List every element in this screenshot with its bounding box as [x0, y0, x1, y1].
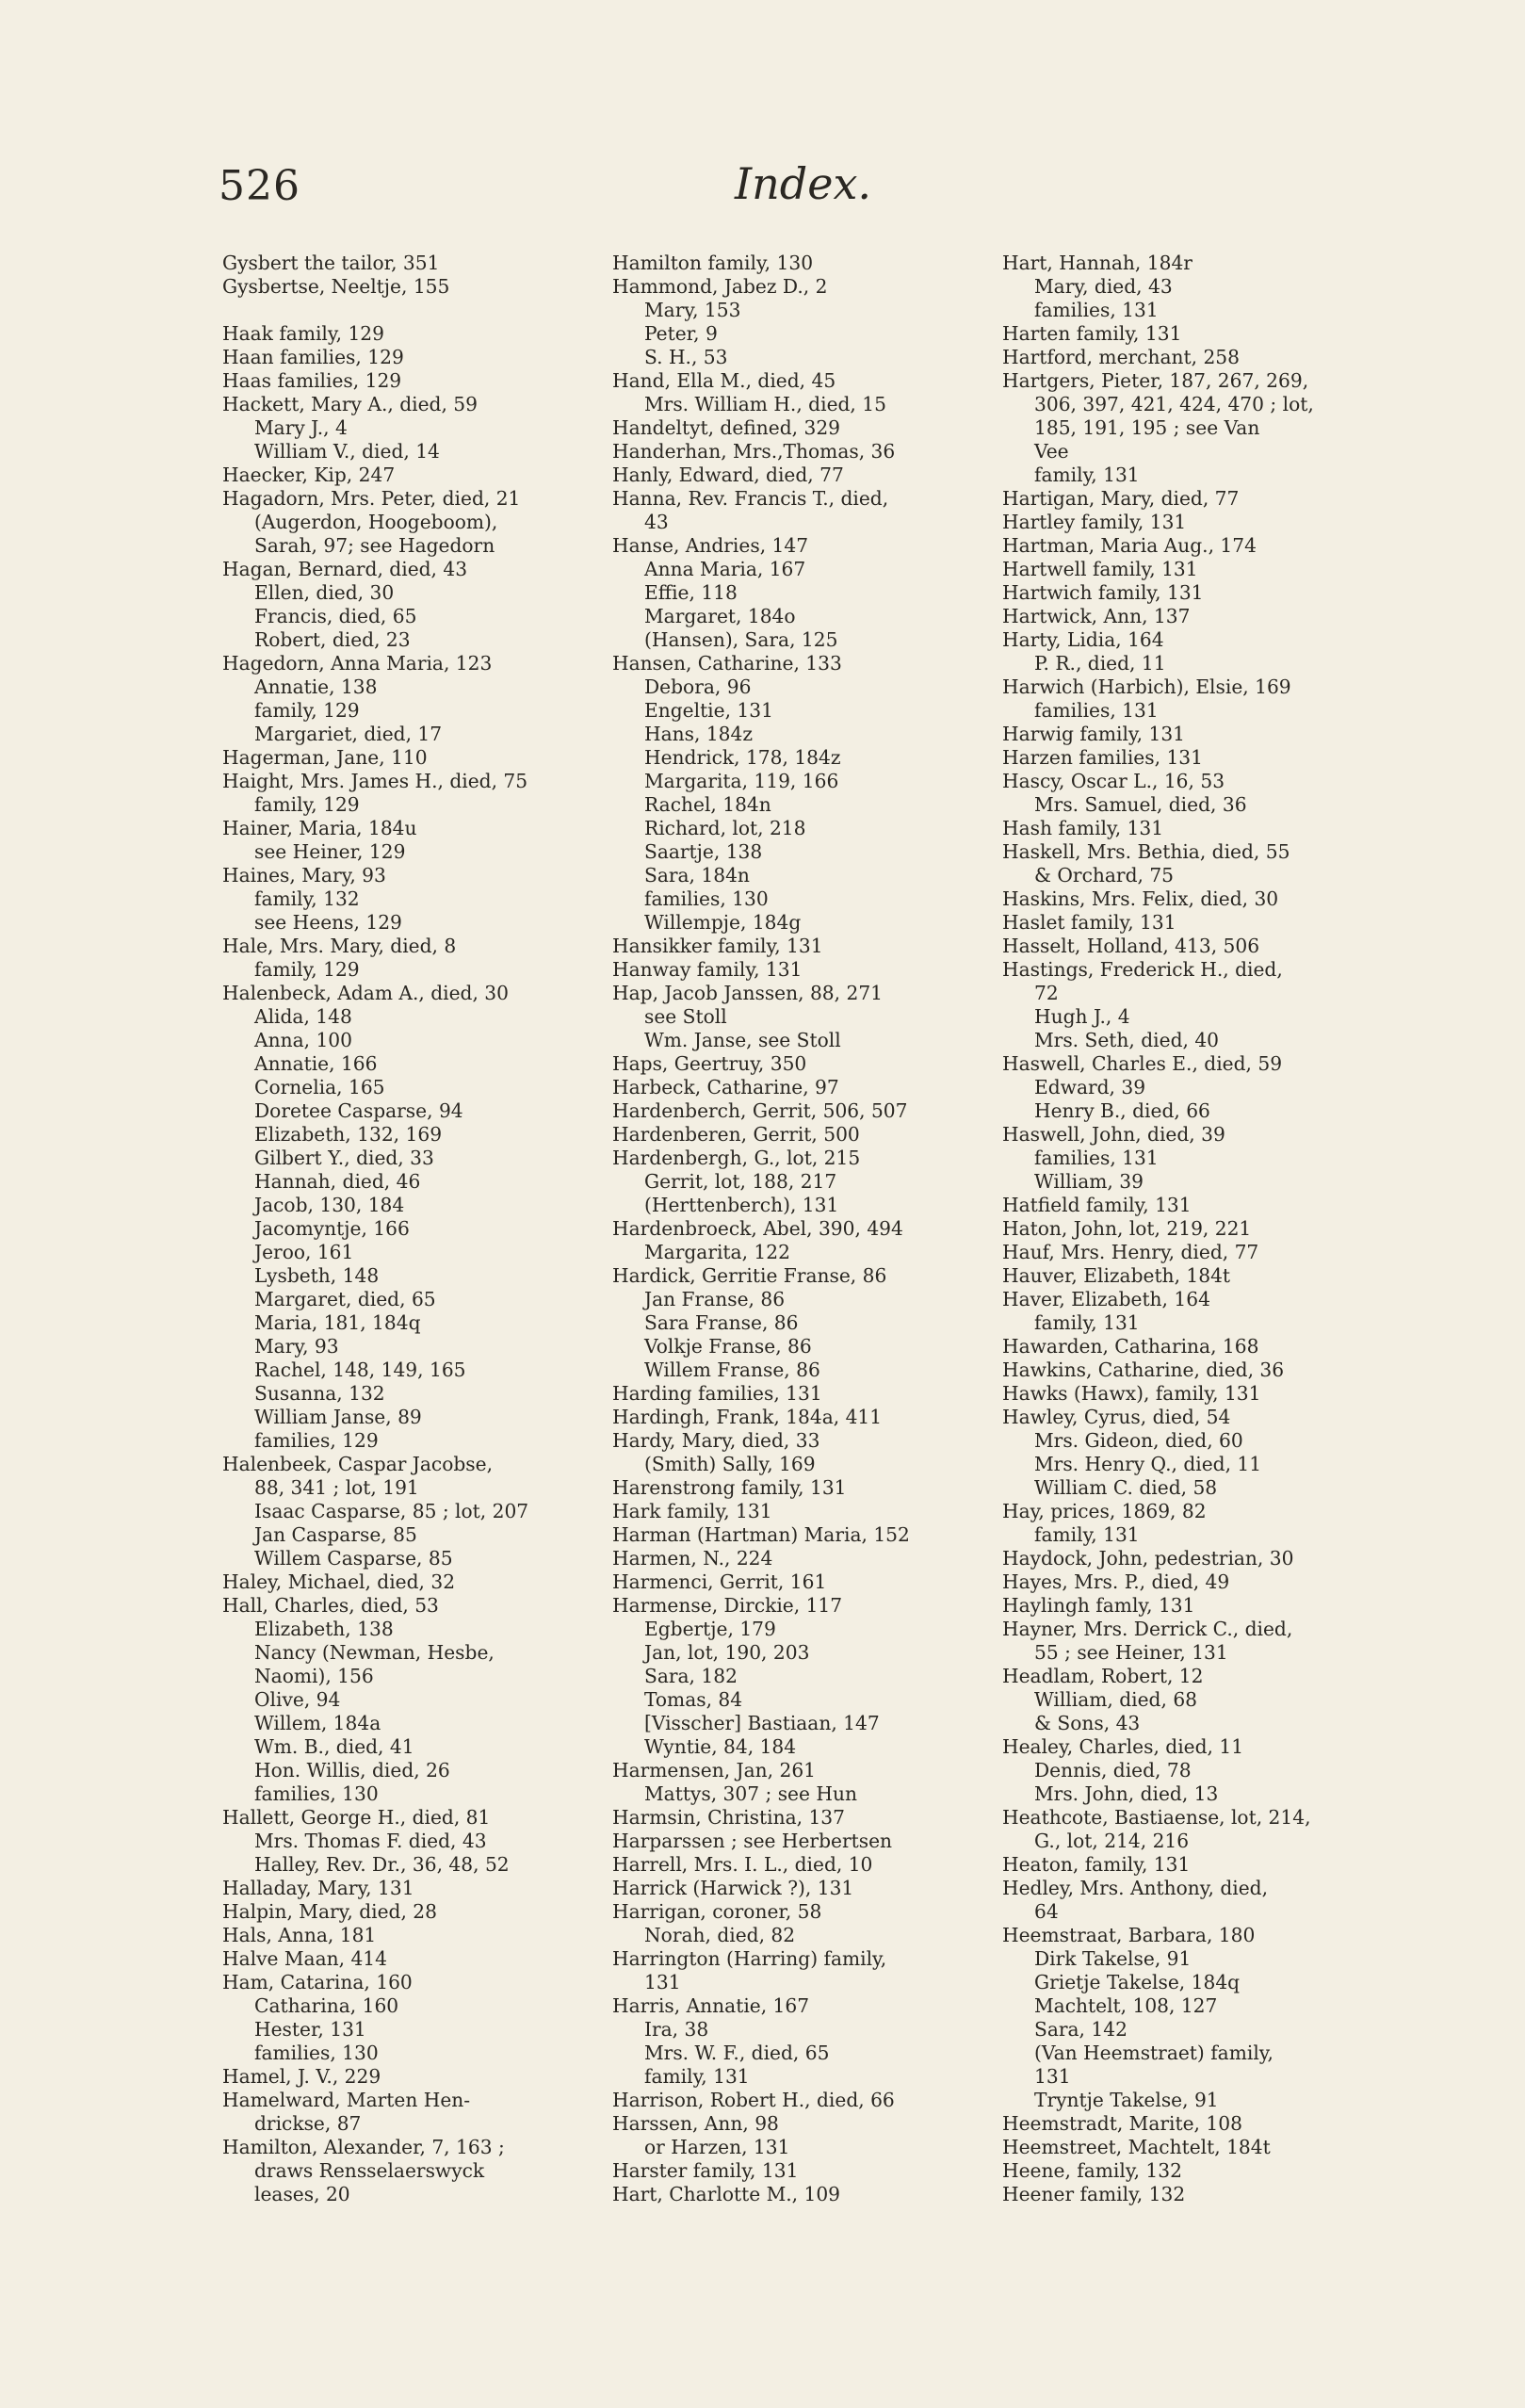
index-entry: Hawks (Hawx), family, 131 — [1002, 1382, 1261, 1405]
index-subentry: family, 129 — [254, 958, 360, 981]
index-entry: Halenbeck, Adam A., died, 30 — [222, 982, 509, 1004]
index-column-2 — [612, 252, 989, 2230]
index-entry: Heemstreet, Machtelt, 184t — [1002, 2136, 1271, 2158]
index-entry: Haley, Michael, died, 32 — [222, 1570, 456, 1593]
index-entry: Harmenci, Gerrit, 161 — [612, 1570, 827, 1593]
index-subentry: Machtelt, 108, 127 — [1034, 1994, 1218, 2017]
index-entry: Hall, Charles, died, 53 — [222, 1594, 439, 1617]
index-subentry: Wm. B., died, 41 — [254, 1735, 414, 1758]
index-entry: Hartwell family, 131 — [1002, 558, 1198, 580]
index-subentry: Margaret, died, 65 — [254, 1288, 436, 1310]
index-subentry: & Sons, 43 — [1034, 1712, 1141, 1734]
index-entry: Harster family, 131 — [612, 2159, 799, 2182]
index-subentry: Tryntje Takelse, 91 — [1034, 2089, 1219, 2111]
index-subentry: Elizabeth, 132, 169 — [254, 1123, 443, 1146]
index-subentry: William C. died, 58 — [1034, 1476, 1218, 1499]
index-entry: Hascy, Oscar L., 16, 53 — [1002, 770, 1225, 792]
index-subentry: Margariet, died, 17 — [254, 723, 443, 745]
index-entry: Hand, Ella M., died, 45 — [612, 369, 836, 392]
index-subentry: 64 — [1034, 1900, 1059, 1923]
index-subentry: 88, 341 ; lot, 191 — [254, 1476, 419, 1499]
index-subentry: Gerrit, lot, 188, 217 — [644, 1170, 837, 1193]
index-entry: Hart, Charlotte M., 109 — [612, 2183, 841, 2205]
index-subentry: Naomi), 156 — [254, 1665, 374, 1687]
index-entry: Harmense, Dirckie, 117 — [612, 1594, 843, 1617]
index-subentry: drickse, 87 — [254, 2112, 362, 2135]
index-entry: Heaton, family, 131 — [1002, 1853, 1191, 1876]
index-subentry: Richard, lot, 218 — [644, 817, 806, 839]
index-subentry: Hugh J., 4 — [1034, 1005, 1130, 1028]
index-subentry: Isaac Casparse, 85 ; lot, 207 — [254, 1500, 529, 1522]
index-entry: Harrick (Harwick ?), 131 — [612, 1877, 854, 1899]
index-entry: Hanway family, 131 — [612, 958, 803, 981]
index-entry: Hals, Anna, 181 — [222, 1924, 377, 1946]
index-subentry: Effie, 118 — [644, 581, 738, 604]
index-entry: Hardy, Mary, died, 33 — [612, 1429, 820, 1452]
index-subentry: Tomas, 84 — [644, 1688, 743, 1711]
index-entry: Hayes, Mrs. P., died, 49 — [1002, 1570, 1230, 1593]
index-subentry: P. R., died, 11 — [1034, 652, 1166, 675]
index-subentry: leases, 20 — [254, 2183, 350, 2205]
index-subentry: Mrs. John, died, 13 — [1034, 1782, 1219, 1805]
index-entry: Hagedorn, Anna Maria, 123 — [222, 652, 493, 675]
index-entry: Ham, Catarina, 160 — [222, 1971, 413, 1993]
index-subentry: Mrs. William H., died, 15 — [644, 393, 886, 415]
index-subentry: Ellen, died, 30 — [254, 581, 395, 604]
index-entry: Hagan, Bernard, died, 43 — [222, 558, 468, 580]
index-entry: Harrison, Robert H., died, 66 — [612, 2089, 895, 2111]
page-number: 526 — [219, 162, 300, 210]
index-subentry: 131 — [644, 1971, 681, 1993]
index-subentry: Cornelia, 165 — [254, 1076, 385, 1098]
index-subentry: Norah, died, 82 — [644, 1924, 796, 1946]
index-subentry: Vee — [1034, 440, 1069, 463]
index-subentry: Doretee Casparse, 94 — [254, 1099, 463, 1122]
index-entry: Hedley, Mrs. Anthony, died, — [1002, 1877, 1269, 1899]
index-subentry: Willem Franse, 86 — [644, 1359, 820, 1381]
index-subentry: Margarita, 122 — [644, 1241, 790, 1263]
index-entry: Heemstradt, Marite, 108 — [1002, 2112, 1242, 2135]
index-entry: Hamilton family, 130 — [612, 252, 814, 274]
index-entry: Harenstrong family, 131 — [612, 1476, 847, 1499]
index-entry: Hardenberen, Gerrit, 500 — [612, 1123, 860, 1146]
index-entry: Heener family, 132 — [1002, 2183, 1186, 2205]
index-entry: Harssen, Ann, 98 — [612, 2112, 779, 2135]
index-subentry: Willem, 184a — [254, 1712, 381, 1734]
index-subentry: Mattys, 307 ; see Hun — [644, 1782, 857, 1805]
index-subentry: Henry B., died, 66 — [1034, 1099, 1210, 1122]
index-entry: Haight, Mrs. James H., died, 75 — [222, 770, 528, 792]
index-subentry: S. H., 53 — [644, 346, 728, 368]
index-subentry: Wyntie, 84, 184 — [644, 1735, 797, 1758]
index-entry: Haylingh famly, 131 — [1002, 1594, 1195, 1617]
index-entry: Hanse, Andries, 147 — [612, 534, 809, 557]
index-entry: Gysbertse, Neeltje, 155 — [222, 275, 450, 298]
index-subentry: Mary, 153 — [644, 299, 741, 321]
index-entry: Hap, Jacob Janssen, 88, 271 — [612, 982, 884, 1004]
index-entry: Harmen, N., 224 — [612, 1547, 773, 1570]
index-entry: Hauver, Elizabeth, 184t — [1002, 1264, 1231, 1287]
index-subentry: Sara Franse, 86 — [644, 1311, 799, 1334]
index-subentry: family, 129 — [254, 793, 360, 816]
running-head-title: Index. — [735, 158, 872, 209]
index-entry: Hartford, merchant, 258 — [1002, 346, 1240, 368]
index-subentry: Jeroo, 161 — [254, 1241, 354, 1263]
index-subentry: Margarita, 119, 166 — [644, 770, 839, 792]
index-entry: Haton, John, lot, 219, 221 — [1002, 1217, 1252, 1240]
index-entry: Healey, Charles, died, 11 — [1002, 1735, 1244, 1758]
index-entry: Hauf, Mrs. Henry, died, 77 — [1002, 1241, 1259, 1263]
index-subentry: Sarah, 97; see Hagedorn — [254, 534, 495, 557]
index-subentry: Jan, lot, 190, 203 — [644, 1641, 810, 1664]
index-subentry: 131 — [1034, 2065, 1071, 2088]
index-subentry: Lysbeth, 148 — [254, 1264, 380, 1287]
index-entry: Haswell, Charles E., died, 59 — [1002, 1052, 1283, 1075]
index-subentry: families, 129 — [254, 1429, 379, 1452]
index-entry: Hartwick, Ann, 137 — [1002, 605, 1191, 627]
index-subentry: Jan Casparse, 85 — [254, 1523, 417, 1546]
index-entry: Hamelward, Marten Hen- — [222, 2089, 471, 2111]
index-entry: Haak family, 129 — [222, 322, 384, 345]
index-entry: Harwig family, 131 — [1002, 723, 1186, 745]
index-subentry: Willem Casparse, 85 — [254, 1547, 453, 1570]
index-entry: Hamilton, Alexander, 7, 163 ; — [222, 2136, 505, 2158]
index-column-1 — [222, 252, 599, 2230]
index-entry: Hardenbergh, G., lot, 215 — [612, 1147, 861, 1169]
index-subentry: Olive, 94 — [254, 1688, 341, 1711]
index-subentry: families, 131 — [1034, 1147, 1159, 1169]
index-subentry: Mary, died, 43 — [1034, 275, 1173, 298]
index-subentry: or Harzen, 131 — [644, 2136, 790, 2158]
index-subentry: see Heens, 129 — [254, 911, 402, 934]
index-subentry: family, 131 — [1034, 1523, 1140, 1546]
index-entry: Haps, Geertruy, 350 — [612, 1052, 807, 1075]
index-entry: Hayner, Mrs. Derrick C., died, — [1002, 1618, 1293, 1640]
index-subentry: Nancy (Newman, Hesbe, — [254, 1641, 495, 1664]
index-entry: Haines, Mary, 93 — [222, 864, 386, 887]
index-entry: Hardenberch, Gerrit, 506, 507 — [612, 1099, 908, 1122]
index-subentry: Mrs. Henry Q., died, 11 — [1034, 1453, 1262, 1475]
index-subentry: family, 131 — [644, 2065, 750, 2088]
index-subentry: 306, 397, 421, 424, 470 ; lot, — [1034, 393, 1314, 415]
index-subentry: Jan Franse, 86 — [644, 1288, 786, 1310]
index-subentry: Dennis, died, 78 — [1034, 1759, 1192, 1782]
index-subentry: Rachel, 184n — [644, 793, 771, 816]
index-entry: Hay, prices, 1869, 82 — [1002, 1500, 1207, 1522]
index-subentry: family, 131 — [1034, 1311, 1140, 1334]
index-subentry: Mary, 93 — [254, 1335, 339, 1358]
index-subentry: Peter, 9 — [644, 322, 718, 345]
index-subentry: William, died, 68 — [1034, 1688, 1198, 1711]
index-subentry: [Visscher] Bastiaan, 147 — [644, 1712, 880, 1734]
index-subentry: Francis, died, 65 — [254, 605, 417, 627]
index-subentry: William Janse, 89 — [254, 1406, 422, 1428]
index-subentry: Rachel, 148, 149, 165 — [254, 1359, 466, 1381]
index-subentry: Mrs. Seth, died, 40 — [1034, 1029, 1220, 1051]
index-subentry: draws Rensselaerswyck — [254, 2159, 485, 2182]
index-subentry: Saartje, 138 — [644, 840, 763, 863]
index-entry: Hainer, Maria, 184u — [222, 817, 417, 839]
index-entry: Haydock, John, pedestrian, 30 — [1002, 1547, 1294, 1570]
index-entry: Haswell, John, died, 39 — [1002, 1123, 1225, 1146]
index-subentry: & Orchard, 75 — [1034, 864, 1175, 887]
index-subentry: Hester, 131 — [254, 2018, 366, 2041]
index-subentry: see Heiner, 129 — [254, 840, 406, 863]
index-subentry: Hon. Willis, died, 26 — [254, 1759, 450, 1782]
index-entry: Hackett, Mary A., died, 59 — [222, 393, 478, 415]
index-entry: Heathcote, Bastiaense, lot, 214, — [1002, 1806, 1311, 1829]
index-entry: Handeltyt, defined, 329 — [612, 416, 841, 439]
index-entry: Harwich (Harbich), Elsie, 169 — [1002, 675, 1291, 698]
index-subentry: Elizabeth, 138 — [254, 1618, 394, 1640]
index-entry: Harris, Annatie, 167 — [612, 1994, 810, 2017]
index-subentry: Edward, 39 — [1034, 1076, 1146, 1098]
index-subentry: family, 129 — [254, 699, 360, 722]
index-entry: Hartwich family, 131 — [1002, 581, 1204, 604]
index-entry: Hawarden, Catharina, 168 — [1002, 1335, 1259, 1358]
index-entry: Harmensen, Jan, 261 — [612, 1759, 817, 1782]
index-subentry: see Stoll — [644, 1005, 727, 1028]
index-subentry: families, 131 — [1034, 299, 1159, 321]
index-subentry: Margaret, 184o — [644, 605, 796, 627]
index-subentry: Volkje Franse, 86 — [644, 1335, 812, 1358]
index-entry: Halve Maan, 414 — [222, 1947, 387, 1970]
index-entry: Harrell, Mrs. I. L., died, 10 — [612, 1853, 873, 1876]
index-subentry: Catharina, 160 — [254, 1994, 399, 2017]
index-subentry: (Van Heemstraet) family, — [1034, 2042, 1274, 2064]
index-entry: Hanna, Rev. Francis T., died, — [612, 487, 889, 510]
index-subentry: Mrs. Samuel, died, 36 — [1034, 793, 1247, 816]
index-entry: Halladay, Mary, 131 — [222, 1877, 414, 1899]
index-entry: Hardingh, Frank, 184a, 411 — [612, 1406, 883, 1428]
index-entry: Hagerman, Jane, 110 — [222, 746, 428, 769]
index-entry: Haskins, Mrs. Felix, died, 30 — [1002, 887, 1279, 910]
index-subentry: Robert, died, 23 — [254, 628, 411, 651]
index-entry: Haslet family, 131 — [1002, 911, 1176, 934]
index-subentry: Anna Maria, 167 — [644, 558, 806, 580]
index-entry: Hansikker family, 131 — [612, 935, 823, 957]
index-entry: Harty, Lidia, 164 — [1002, 628, 1164, 651]
index-subentry: Sara, 184n — [644, 864, 750, 887]
index-entry: Hark family, 131 — [612, 1500, 772, 1522]
index-entry: Gysbert the tailor, 351 — [222, 252, 440, 274]
index-entry: Hawley, Cyrus, died, 54 — [1002, 1406, 1231, 1428]
index-subentry: Mary J., 4 — [254, 416, 348, 439]
index-entry: Haas families, 129 — [222, 369, 402, 392]
index-column-3 — [1002, 252, 1375, 2230]
index-subentry: families, 130 — [644, 887, 769, 910]
index-subentry: Annatie, 166 — [254, 1052, 378, 1075]
index-subentry: Annatie, 138 — [254, 675, 378, 698]
index-entry: Hagadorn, Mrs. Peter, died, 21 — [222, 487, 521, 510]
index-entry: Hart, Hannah, 184r — [1002, 252, 1192, 274]
index-subentry: Mrs. Thomas F. died, 43 — [254, 1830, 487, 1852]
index-entry: Harmsin, Christina, 137 — [612, 1806, 845, 1829]
index-entry: Harman (Hartman) Maria, 152 — [612, 1523, 910, 1546]
index-entry: Hardick, Gerritie Franse, 86 — [612, 1264, 887, 1287]
index-subentry: family, 132 — [254, 887, 360, 910]
index-entry: Heene, family, 132 — [1002, 2159, 1182, 2182]
index-entry: Hartman, Maria Aug., 174 — [1002, 534, 1257, 557]
index-entry: Harding families, 131 — [612, 1382, 822, 1405]
index-entry: Haecker, Kip, 247 — [222, 464, 396, 486]
index-subentry: Willempje, 184g — [644, 911, 802, 934]
index-subentry: Susanna, 132 — [254, 1382, 385, 1405]
index-entry: Haver, Elizabeth, 164 — [1002, 1288, 1210, 1310]
index-subentry: families, 131 — [1034, 699, 1159, 722]
index-entry: Hatfield family, 131 — [1002, 1194, 1192, 1216]
index-entry: Hallett, George H., died, 81 — [222, 1806, 491, 1829]
index-subentry: (Herttenberch), 131 — [644, 1194, 839, 1216]
index-subentry: (Smith) Sally, 169 — [644, 1453, 816, 1475]
index-subentry: Hans, 184z — [644, 723, 754, 745]
index-subentry: family, 131 — [1034, 464, 1140, 486]
index-subentry: Gilbert Y., died, 33 — [254, 1147, 434, 1169]
index-entry: Hash family, 131 — [1002, 817, 1164, 839]
index-entry: Hansen, Catharine, 133 — [612, 652, 842, 675]
index-entry: Handerhan, Mrs.,Thomas, 36 — [612, 440, 896, 463]
index-subentry: G., lot, 214, 216 — [1034, 1830, 1190, 1852]
index-entry: Harparssen ; see Herbertsen — [612, 1830, 893, 1852]
index-subentry: families, 130 — [254, 1782, 379, 1805]
index-subentry: Egbertje, 179 — [644, 1618, 776, 1640]
index-subentry: Dirk Takelse, 91 — [1034, 1947, 1192, 1970]
index-subentry: families, 130 — [254, 2042, 379, 2064]
entry-spacer — [222, 299, 599, 322]
index-entry: Hasselt, Holland, 413, 506 — [1002, 935, 1260, 957]
index-subentry: Jacob, 130, 184 — [254, 1194, 405, 1216]
index-entry: Halpin, Mary, died, 28 — [222, 1900, 437, 1923]
index-entry: Hartley family, 131 — [1002, 511, 1187, 533]
index-entry: Hastings, Frederick H., died, — [1002, 958, 1283, 981]
index-entry: Hale, Mrs. Mary, died, 8 — [222, 935, 457, 957]
index-entry: Hamel, J. V., 229 — [222, 2065, 381, 2088]
index-subentry: Engeltie, 131 — [644, 699, 773, 722]
index-subentry: 55 ; see Heiner, 131 — [1034, 1641, 1228, 1664]
index-subentry: Halley, Rev. Dr., 36, 48, 52 — [254, 1853, 510, 1876]
index-subentry: Grietje Takelse, 184q — [1034, 1971, 1241, 1993]
index-subentry: Sara, 142 — [1034, 2018, 1128, 2041]
index-subentry: Jacomyntje, 166 — [254, 1217, 410, 1240]
index-subentry: (Hansen), Sara, 125 — [644, 628, 838, 651]
index-entry: Harrigan, coroner, 58 — [612, 1900, 822, 1923]
index-subentry: Mrs. Gideon, died, 60 — [1034, 1429, 1243, 1452]
index-subentry: Hendrick, 178, 184z — [644, 746, 841, 769]
index-subentry: William V., died, 14 — [254, 440, 440, 463]
index-entry: Hammond, Jabez D., 2 — [612, 275, 828, 298]
index-entry: Hartgers, Pieter, 187, 267, 269, — [1002, 369, 1309, 392]
index-entry: Haan families, 129 — [222, 346, 404, 368]
index-entry: Haskell, Mrs. Bethia, died, 55 — [1002, 840, 1290, 863]
index-entry: Hartigan, Mary, died, 77 — [1002, 487, 1240, 510]
index-subentry: Ira, 38 — [644, 2018, 709, 2041]
index-subentry: William, 39 — [1034, 1170, 1144, 1193]
index-subentry: Alida, 148 — [254, 1005, 352, 1028]
index-subentry: Sara, 182 — [644, 1665, 738, 1687]
index-entry: Harbeck, Catharine, 97 — [612, 1076, 839, 1098]
index-subentry: Maria, 181, 184q — [254, 1311, 421, 1334]
index-subentry: Anna, 100 — [254, 1029, 352, 1051]
index-subentry: 185, 191, 195 ; see Van — [1034, 416, 1260, 439]
index-subentry: Wm. Janse, see Stoll — [644, 1029, 841, 1051]
index-entry: Hanly, Edward, died, 77 — [612, 464, 844, 486]
index-subentry: Mrs. W. F., died, 65 — [644, 2042, 830, 2064]
index-entry: Harrington (Harring) family, — [612, 1947, 887, 1970]
index-entry: Harzen families, 131 — [1002, 746, 1203, 769]
index-entry: Hardenbroeck, Abel, 390, 494 — [612, 1217, 903, 1240]
index-subentry: 72 — [1034, 982, 1059, 1004]
index-entry: Halenbeek, Caspar Jacobse, — [222, 1453, 494, 1475]
index-entry: Headlam, Robert, 12 — [1002, 1665, 1204, 1687]
index-subentry: (Augerdon, Hoogeboom), — [254, 511, 498, 533]
index-subentry: Hannah, died, 46 — [254, 1170, 421, 1193]
index-entry: Hawkins, Catharine, died, 36 — [1002, 1359, 1285, 1381]
index-entry: Heemstraat, Barbara, 180 — [1002, 1924, 1256, 1946]
index-entry: Harten family, 131 — [1002, 322, 1182, 345]
index-subentry: Debora, 96 — [644, 675, 752, 698]
index-subentry: 43 — [644, 511, 669, 533]
